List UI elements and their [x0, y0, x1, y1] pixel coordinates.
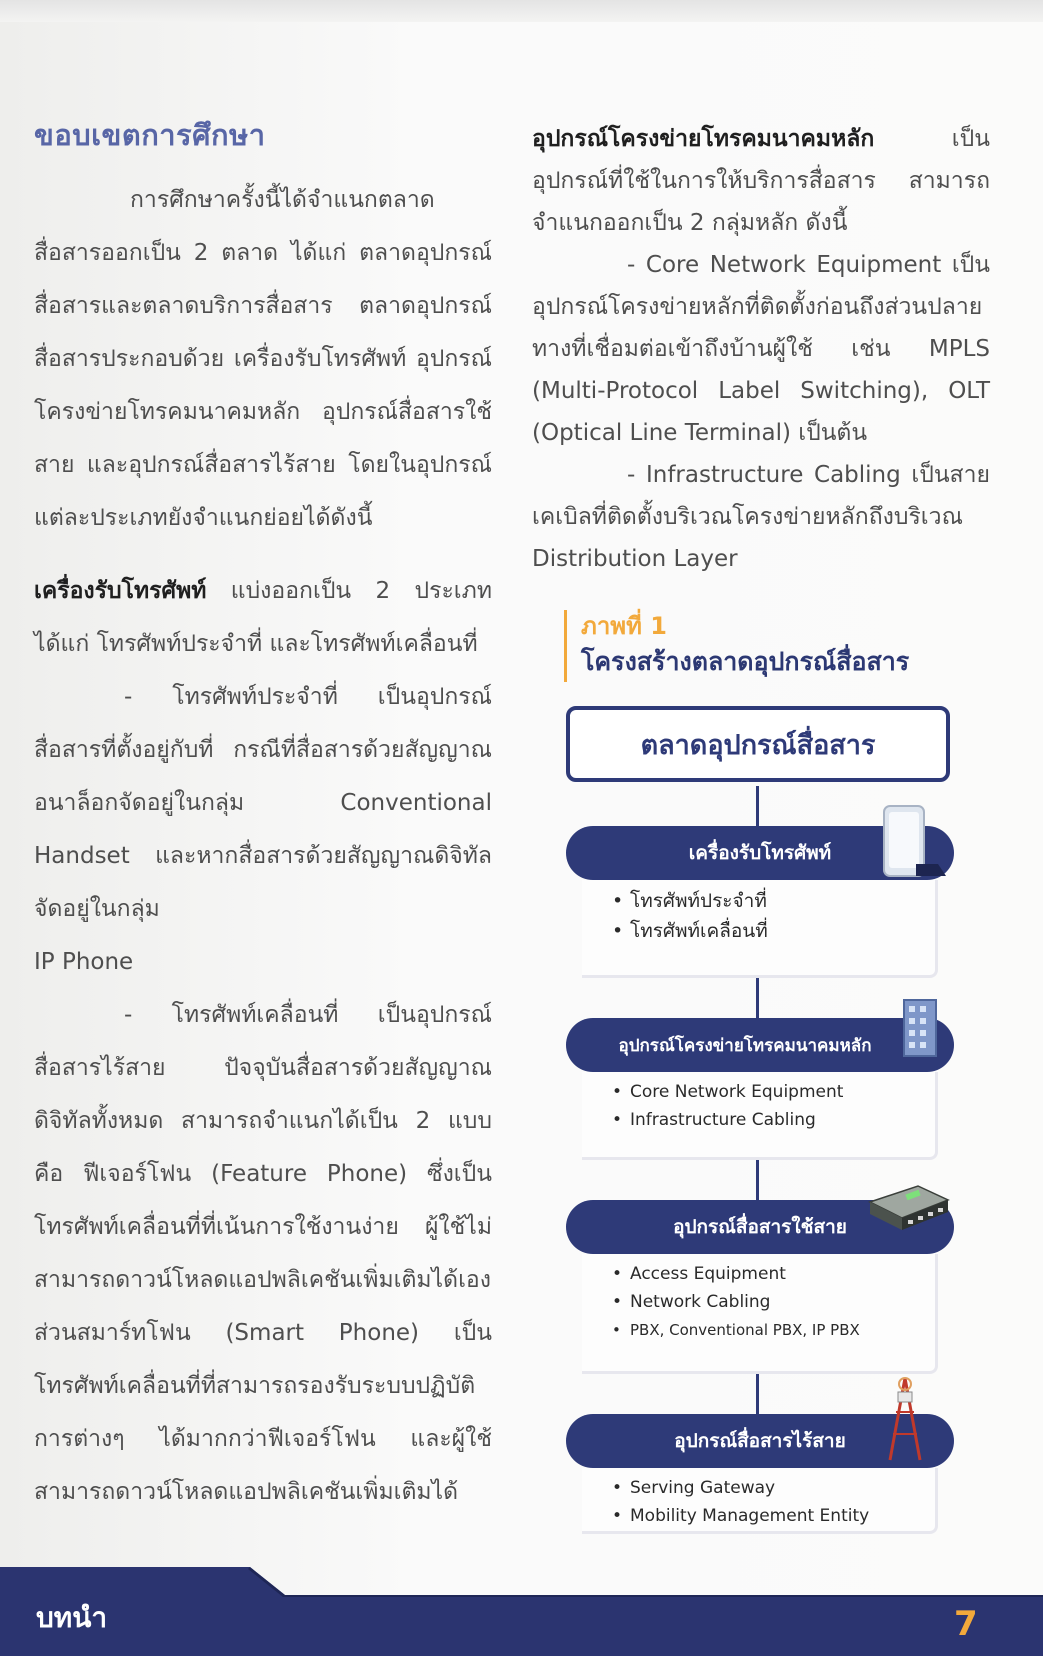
group-pill-core-network: อุปกรณ์โครงข่ายโทรคมนาคมหลัก — [566, 1018, 954, 1072]
telephone-paragraph — [34, 565, 492, 671]
telephone-term: เครื่องรับโทรศัพท์ — [34, 578, 207, 604]
group-pill-telephone: เครื่องรับโทรศัพท์ — [566, 826, 954, 880]
group-pill-wired: อุปกรณ์สื่อสารใช้สาย — [566, 1200, 954, 1254]
group-card-wired — [582, 1254, 938, 1374]
core-network-term: อุปกรณ์โครงข่ายโทรคมนาคมหลัก — [532, 126, 875, 152]
core-network-desc: เป็นอุปกรณ์ที่ใช้ในการให้บริการสื่อสาร สามารถจำแนกออกเป็น 2 กลุ่มหลัก ดังนี้ — [532, 126, 990, 236]
footer-band — [0, 1567, 1043, 1656]
group-card-telephone — [582, 880, 938, 978]
diagram-root-box: ตลาดอุปกรณ์สื่อสาร — [566, 706, 950, 782]
group-card-core-network — [582, 1072, 938, 1160]
intro-paragraph: การศึกษาครั้งนี้ได้จำแนกตลาดสื่อสารออกเป็น 2 ตลาด ได้แก่ ตลาดอุปกรณ์สื่อสารและตลาดบริการสื่อสาร ตลาดอุปกรณ์สื่อสารประกอบด้วย เครื่องรับโทรศัพท์ อุปกรณ์โครงข่ายโทรคมนาคมหลัก อุปกรณ์สื่อสารใช้สาย และอุปกรณ์สื่อสารไร้สาย โดยในอุปกรณ์แต่ละประเภทยังจำแนกย่อยได้ดังนี้ — [34, 187, 492, 531]
building-icon — [898, 992, 942, 1058]
left-column — [34, 112, 492, 1519]
market-structure-diagram — [560, 700, 960, 1540]
network-switch-icon — [866, 1178, 952, 1236]
top-edge — [0, 0, 1043, 22]
group-card-wireless — [582, 1468, 938, 1534]
mobile-phone-paragraph: - โทรศัพท์เคลื่อนที่ เป็นอุปกรณ์สื่อสารไร้สาย ปัจจุบันสื่อสารด้วยสัญญาณดิจิทัลทั้งหมด สามารถจำแนกได้เป็น 2 แบบ คือ ฟีเจอร์โฟน (Feature Phone) ซึ่งเป็นโทรศัพท์เคลื่อนที่ที่เน้นการใช้งานง่าย ผู้ใช้ไม่สามารถดาวน์โหลดแอปพลิเคชันเพิ่มเติมได้เอง ส่วนสมาร์ทโฟน (Smart Phone) เป็นโทรศัพท์เคลื่อนที่ที่สามารถรองรับระบบปฏิบัติการต่างๆ ได้มากกว่าฟีเจอร์โฟน และผู้ใช้สามารถดาวน์โหลดแอปพลิเคชันเพิ่มเติมได้ — [34, 1002, 492, 1505]
footer-section-name: บทนำ — [36, 1601, 108, 1634]
page-number: 7 — [954, 1604, 978, 1644]
list-item: • Mobility Management Entity — [612, 1502, 935, 1530]
list-item: • Core Network Equipment — [612, 1078, 935, 1106]
connector-line — [756, 978, 759, 1018]
core-network-paragraph — [532, 118, 990, 244]
connector-line — [756, 1160, 759, 1200]
right-column — [532, 118, 990, 580]
list-item: • Serving Gateway — [612, 1474, 935, 1502]
list-item: • PBX, Conventional PBX, IP PBX — [612, 1316, 935, 1344]
list-item: • Network Cabling — [612, 1288, 935, 1316]
cell-tower-icon — [876, 1372, 934, 1464]
figure-title: โครงสร้างตลาดอุปกรณ์สื่อสาร — [581, 647, 910, 676]
ip-phone-line: IP Phone — [34, 949, 134, 975]
list-item: • Access Equipment — [612, 1260, 935, 1288]
smartphone-icon — [876, 802, 948, 882]
fixed-phone-paragraph: - โทรศัพท์ประจำที่ เป็นอุปกรณ์สื่อสารที่ตั้งอยู่กับที่ กรณีที่สื่อสารด้วยสัญญาณอนาล็อกจัดอยู่ในกลุ่ม Conventional Handset และหากสื่อสารด้วยสัญญาณดิจิทัลจัดอยู่ในกลุ่ม — [34, 684, 492, 922]
group-pill-wireless: อุปกรณ์สื่อสารไร้สาย — [566, 1414, 954, 1468]
list-item: • โทรศัพท์เคลื่อนที่ — [612, 916, 935, 946]
figure-caption — [564, 610, 909, 682]
telephone-desc: แบ่งออกเป็น 2 ประเภท ได้แก่ โทรศัพท์ประจำที่ และโทรศัพท์เคลื่อนที่ — [34, 578, 492, 657]
figure-number: ภาพที่ 1 — [581, 612, 667, 640]
core-equipment-paragraph: - Core Network Equipment เป็นอุปกรณ์โครงข่ายหลักที่ติดตั้งก่อนถึงส่วนปลายทางที่เชื่อมต่อเข้าถึงบ้านผู้ใช้ เช่น MPLS (Multi-Protocol Label Switching), OLT (Optical Line Terminal) เป็นต้น — [532, 252, 990, 446]
list-item: • Infrastructure Cabling — [612, 1106, 935, 1134]
connector-line — [756, 786, 759, 826]
infrastructure-paragraph: - Infrastructure Cabling เป็นสายเคเบิลที่ติดตั้งบริเวณโครงข่ายหลักถึงบริเวณ Distribution Layer — [532, 462, 990, 572]
section-heading: ขอบเขตการศึกษา — [34, 118, 266, 152]
list-item: • โทรศัพท์ประจำที่ — [612, 886, 935, 916]
connector-line — [756, 1374, 759, 1414]
